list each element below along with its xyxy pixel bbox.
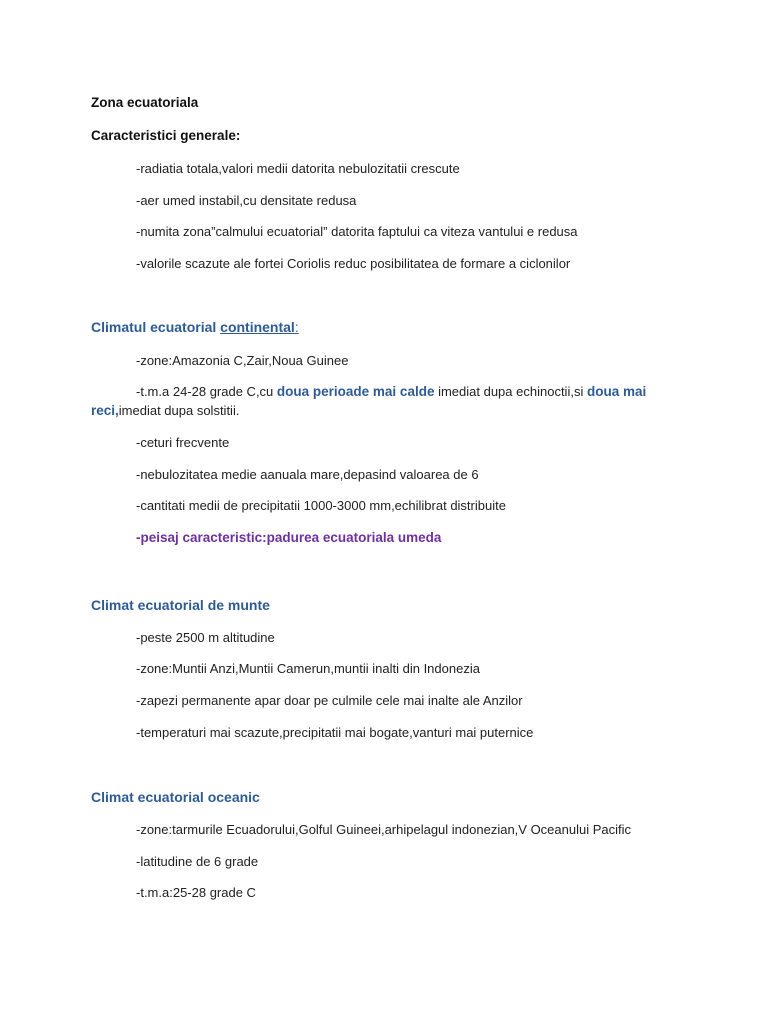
continental-item: -cantitati medii de precipitatii 1000-3000 mm,echilibrat distribuite bbox=[136, 498, 506, 513]
tma-text-1: -t.m.a 24-28 grade C,cu bbox=[136, 384, 277, 399]
tma-text-2: imediat dupa echinoctii,si bbox=[434, 384, 587, 399]
mountain-item: -temperaturi mai scazute,precipitatii mai bogate,vanturi mai puternice bbox=[136, 725, 534, 740]
oceanic-item: -latitudine de 6 grade bbox=[136, 854, 259, 869]
tma-bold-2a: doua mai bbox=[586, 384, 647, 399]
general-item: -radiatia totala,valori medii datorita nebulozitatii crescute bbox=[136, 161, 460, 176]
continental-item: -nebulozitatea medie aanuala mare,depasind valoarea de 6 bbox=[136, 467, 479, 482]
mountain-heading: Climat ecuatorial de munte bbox=[91, 597, 270, 613]
continental-tma-line2 bbox=[91, 403, 239, 419]
mountain-item: -zone:Muntii Anzi,Muntii Camerun,muntii inalti din Indonezia bbox=[136, 661, 480, 676]
general-item: -valorile scazute ale fortei Coriolis reduc posibilitatea de formare a ciclonilor bbox=[136, 256, 571, 271]
oceanic-item: -zone:tarmurile Ecuadorului,Golful Guineei,arhipelagul indonezian,V Oceanului Pacific bbox=[136, 822, 632, 837]
mountain-item: -zapezi permanente apar doar pe culmile cele mai inalte ale Anzilor bbox=[136, 693, 523, 708]
mountain-item: -peste 2500 m altitudine bbox=[136, 630, 275, 645]
continental-item: -ceturi frecvente bbox=[136, 435, 230, 450]
continental-heading-colon: : bbox=[294, 319, 299, 335]
document-title: Zona ecuatoriala bbox=[91, 95, 199, 110]
continental-heading-underlined: continental bbox=[220, 319, 295, 335]
oceanic-heading: Climat ecuatorial oceanic bbox=[91, 789, 260, 805]
tma-text-3: imediat dupa solstitii. bbox=[118, 403, 240, 418]
general-item: -aer umed instabil,cu densitate redusa bbox=[136, 193, 357, 208]
continental-zones: -zone:Amazonia C,Zair,Noua Guinee bbox=[136, 353, 349, 368]
general-item: -numita zona”calmului ecuatorial” datorita faptului ca viteza vantului e redusa bbox=[136, 224, 578, 239]
continental-heading-prefix: Climatul ecuatorial bbox=[91, 319, 221, 335]
continental-tma-line1 bbox=[136, 384, 646, 400]
tma-bold-1: doua perioade mai calde bbox=[276, 384, 435, 399]
tma-bold-2b: reci, bbox=[91, 403, 119, 418]
oceanic-item: -t.m.a:25-28 grade C bbox=[136, 885, 256, 900]
continental-landscape: -peisaj caracteristic:padurea ecuatoriala umeda bbox=[136, 530, 442, 545]
continental-heading bbox=[91, 319, 299, 335]
general-heading: Caracteristici generale: bbox=[91, 128, 241, 143]
